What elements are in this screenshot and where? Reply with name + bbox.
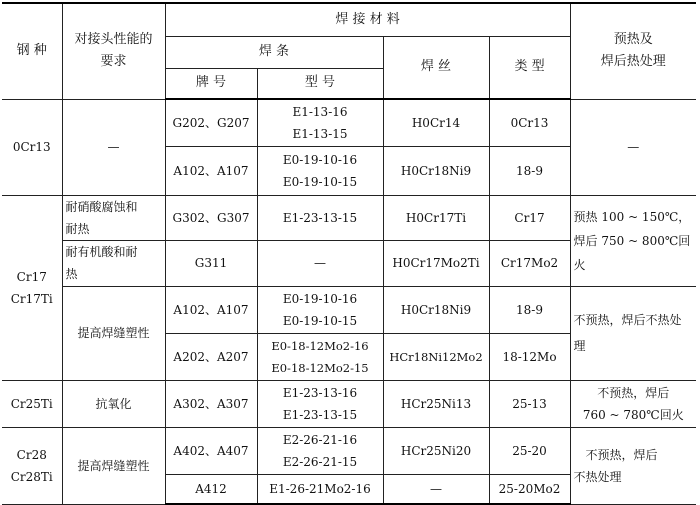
- heat-treatment-cell: —: [570, 99, 696, 195]
- model-cell: E1-13-16 E1-13-15: [257, 99, 383, 146]
- model-cell: E1-26-21Mo2-16: [257, 474, 383, 504]
- grade-cell: A102、A107: [165, 286, 257, 333]
- wire-cell: H0Cr17Ti: [383, 195, 489, 240]
- wire-cell: H0Cr14: [383, 99, 489, 146]
- header-heat-treatment: 预热及 焊后热处理: [570, 3, 696, 99]
- type-cell: 18-9: [489, 146, 570, 195]
- welding-materials-table: [2, 2, 696, 505]
- requirement-cell: —: [62, 99, 165, 195]
- header-electrode: 焊 条: [165, 36, 383, 68]
- grade-cell: G302、G307: [165, 195, 257, 240]
- model-cell: E2-26-21-16 E2-26-21-15: [257, 427, 383, 474]
- model-cell: E1-23-13-16 E1-23-13-15: [257, 380, 383, 427]
- grade-cell: A202、A207: [165, 333, 257, 380]
- grade-cell: G202、G207: [165, 99, 257, 146]
- requirement-cell: 提高焊缝塑性: [62, 286, 165, 380]
- requirement-cell: 提高焊缝塑性: [62, 427, 165, 504]
- type-cell: 0Cr13: [489, 99, 570, 146]
- header-type: 类 型: [489, 36, 570, 99]
- wire-cell: HCr18Ni12Mo2: [383, 333, 489, 380]
- model-cell: E0-19-10-16 E0-19-10-15: [257, 286, 383, 333]
- type-cell: 18-9: [489, 286, 570, 333]
- wire-cell: HCr25Ni20: [383, 427, 489, 474]
- type-cell: 25-20: [489, 427, 570, 474]
- steel-cr17: Cr17 Cr17Ti: [2, 195, 62, 380]
- table-row: [2, 286, 696, 333]
- table-row: [2, 99, 696, 146]
- wire-cell: H0Cr18Ni9: [383, 146, 489, 195]
- type-cell: Cr17: [489, 195, 570, 240]
- table-row: [2, 427, 696, 474]
- type-cell: 18-12Mo: [489, 333, 570, 380]
- model-cell: E0-19-10-16 E0-19-10-15: [257, 146, 383, 195]
- model-cell: E1-23-13-15: [257, 195, 383, 240]
- table-row: [2, 195, 696, 240]
- grade-cell: A102、A107: [165, 146, 257, 195]
- model-cell: —: [257, 240, 383, 286]
- wire-cell: —: [383, 474, 489, 504]
- type-cell: 25-20Mo2: [489, 474, 570, 504]
- wire-cell: HCr25Ni13: [383, 380, 489, 427]
- table-row: [2, 380, 696, 427]
- steel-cr28: Cr28 Cr28Ti: [2, 427, 62, 504]
- header-welding-materials: 焊 接 材 料: [165, 3, 570, 36]
- type-cell: Cr17Mo2: [489, 240, 570, 286]
- heat-treatment-cell: 不预热，焊后不热处理: [570, 286, 696, 380]
- header-wire: 焊 丝: [383, 36, 489, 99]
- wire-cell: H0Cr17Mo2Ti: [383, 240, 489, 286]
- heat-treatment-cell: 预热 100 ~ 150℃，焊后 750 ~ 800℃回火: [570, 195, 696, 286]
- heat-treatment-cell: 不预热，焊后 760 ~ 780℃回火: [570, 380, 696, 427]
- grade-cell: A402、A407: [165, 427, 257, 474]
- steel-cr25ti: Cr25Ti: [2, 380, 62, 427]
- wire-cell: H0Cr18Ni9: [383, 286, 489, 333]
- requirement-cell: 抗氧化: [62, 380, 165, 427]
- header-steel: 钢 种: [2, 3, 62, 99]
- model-cell: E0-18-12Mo2-16 E0-18-12Mo2-15: [257, 333, 383, 380]
- grade-cell: A412: [165, 474, 257, 504]
- grade-cell: G311: [165, 240, 257, 286]
- heat-treatment-cell: 不预热，焊后 不热处理: [570, 427, 696, 504]
- header-grade: 牌 号: [165, 68, 257, 99]
- requirement-cell: 耐硝酸腐蚀和 耐热: [62, 195, 165, 240]
- steel-0cr13: 0Cr13: [2, 99, 62, 195]
- type-cell: 25-13: [489, 380, 570, 427]
- grade-cell: A302、A307: [165, 380, 257, 427]
- header-model: 型 号: [257, 68, 383, 99]
- header-requirement: 对接头性能的 要求: [62, 3, 165, 99]
- requirement-cell: 耐有机酸和耐 热: [62, 240, 165, 286]
